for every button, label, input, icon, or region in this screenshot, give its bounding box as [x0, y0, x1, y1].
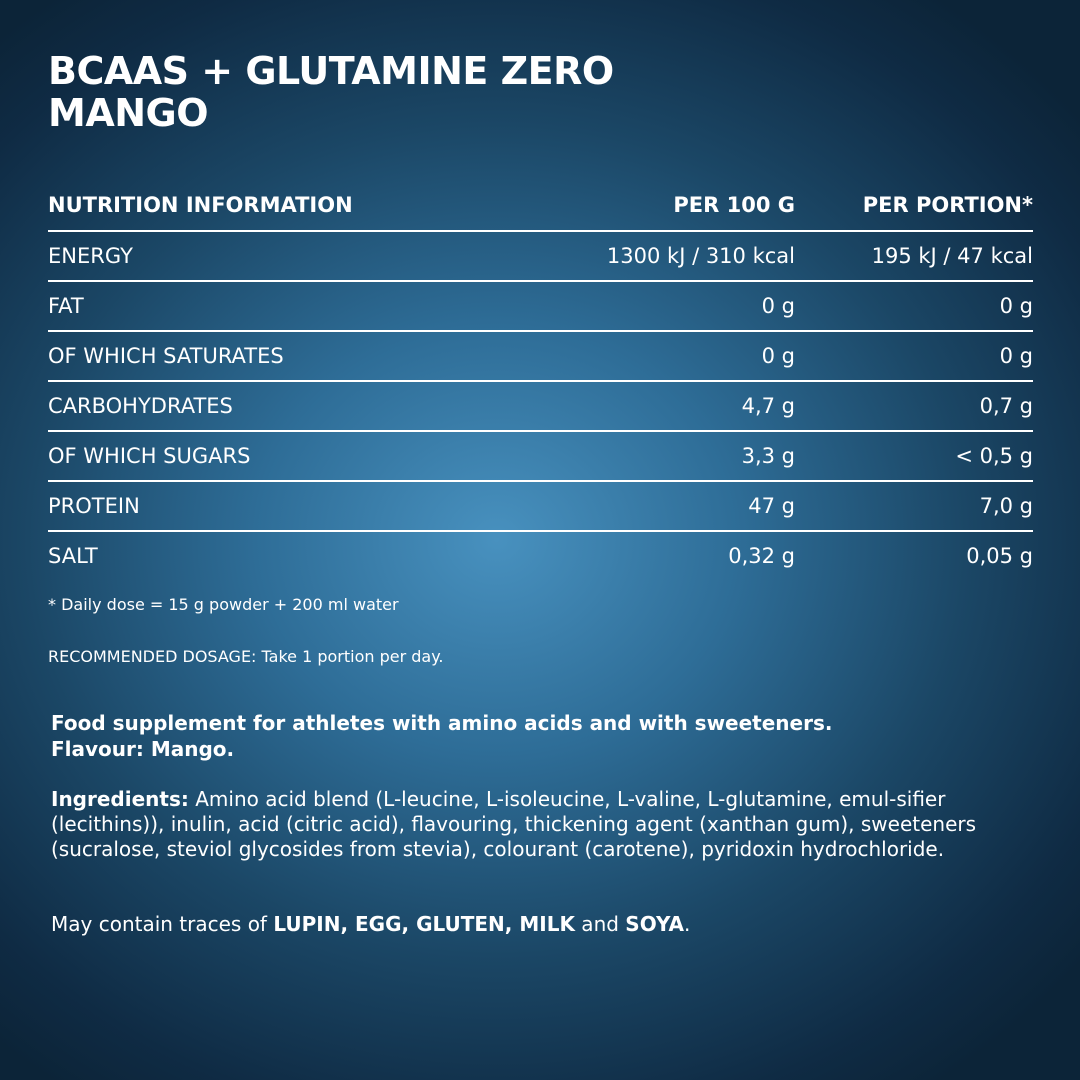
nutrition-row-protein — [48, 481, 1033, 531]
nutrition-row-salt — [48, 531, 1033, 580]
allergen-soya: SOYA — [625, 912, 685, 936]
nutrient-per100: 4,7 g — [495, 381, 795, 431]
nutrient-per100: 47 g — [495, 481, 795, 531]
nutrition-row-carbohydrates — [48, 381, 1033, 431]
nutrition-header-portion: PER PORTION* — [795, 180, 1033, 231]
nutrient-label: OF WHICH SATURATES — [48, 331, 495, 381]
allergen-traces — [51, 911, 690, 937]
nutrient-portion: 195 kJ / 47 kcal — [795, 231, 1033, 281]
traces-prefix: May contain traces of — [51, 912, 274, 936]
traces-mid: and — [574, 912, 626, 936]
portion-footnote: * Daily dose = 15 g powder + 200 ml water — [48, 595, 399, 614]
nutrition-header-row — [48, 180, 1033, 231]
nutrient-portion: 7,0 g — [795, 481, 1033, 531]
nutrient-per100: 0 g — [495, 281, 795, 331]
nutrient-per100: 3,3 g — [495, 431, 795, 481]
nutrition-row-energy — [48, 231, 1033, 281]
flavour-line: Flavour: Mango. — [51, 737, 235, 761]
nutrient-per100: 0 g — [495, 331, 795, 381]
nutrient-per100: 0,32 g — [728, 544, 795, 568]
product-title — [48, 50, 614, 134]
nutrition-header-per100: PER 100 G — [495, 180, 795, 231]
nutrient-label: OF WHICH SUGARS — [48, 431, 495, 481]
nutrient-portion: 0,05 g — [966, 544, 1033, 568]
nutrition-row-sugars — [48, 431, 1033, 481]
traces-suffix: . — [684, 912, 691, 936]
supplement-line: Food supplement for athletes with amino acids and with sweeteners. — [51, 711, 833, 735]
nutrition-table — [48, 180, 1033, 580]
supplement-description — [51, 710, 832, 762]
nutrition-row-saturates — [48, 331, 1033, 381]
nutrient-label: ENERGY — [48, 231, 495, 281]
product-title-line-2: MANGO — [48, 91, 209, 135]
recommended-dosage: RECOMMENDED DOSAGE: Take 1 portion per day. — [48, 647, 444, 666]
nutrient-portion: 0,7 g — [795, 381, 1033, 431]
nutrition-header-label: NUTRITION INFORMATION — [48, 180, 495, 231]
nutrient-label: PROTEIN — [48, 481, 495, 531]
nutrient-portion: 0 g — [795, 331, 1033, 381]
nutrient-portion: 0 g — [795, 281, 1033, 331]
nutrition-row-fat — [48, 281, 1033, 331]
product-title-line-1: BCAAS + GLUTAMINE ZERO — [48, 49, 614, 93]
nutrient-label: FAT — [48, 281, 495, 331]
nutrient-label: CARBOHYDRATES — [48, 381, 495, 431]
nutrient-per100: 1300 kJ / 310 kcal — [495, 231, 795, 281]
ingredients-text: Amino acid blend (L-leucine, L-isoleucine, L-valine, L-glutamine, emul-sifier (lecithins)), inulin, acid (citric acid), flavouring, thickening agent (xanthan gum), sweeteners (sucralose, steviol glycosides from stevia), colourant (carotene), pyridoxin hydrochloride. — [51, 787, 977, 861]
ingredients-label: Ingredients: — [51, 787, 189, 811]
nutrient-label: SALT — [48, 544, 98, 568]
ingredients-paragraph — [51, 787, 1041, 862]
nutrient-portion: < 0,5 g — [795, 431, 1033, 481]
allergens-list: LUPIN, EGG, GLUTEN, MILK — [273, 912, 575, 936]
